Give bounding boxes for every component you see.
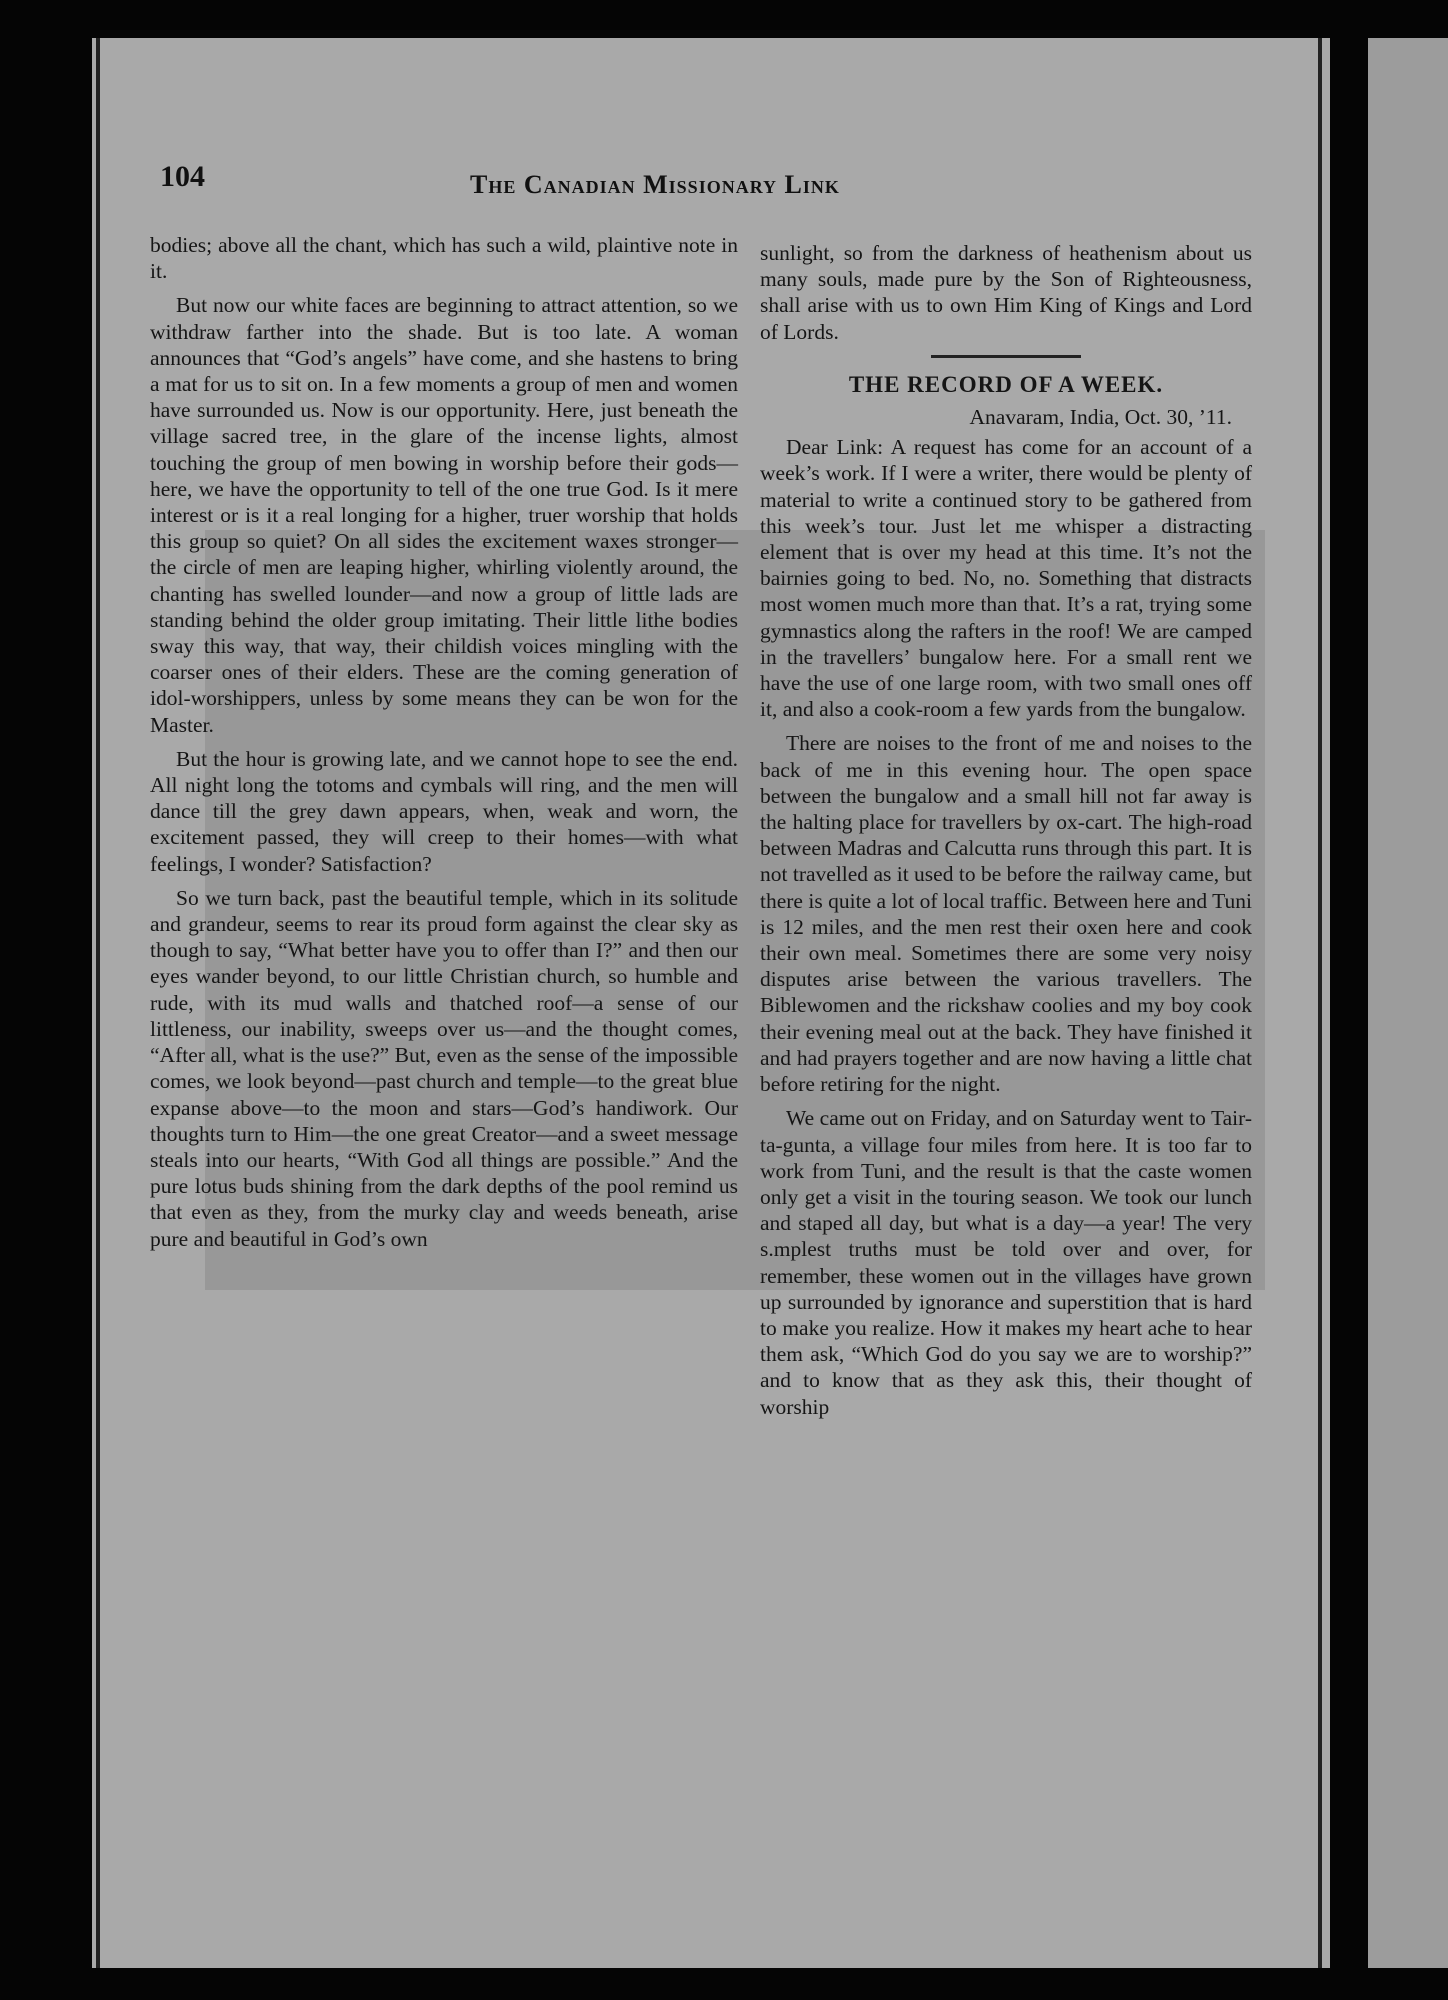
page-edge-line	[96, 38, 100, 1968]
paragraph: There are noises to the front of me and noises to the back of me in this evening hour. The open space between the bungalow and a small hill not far away is the halting place for travellers by ox-cart. The high-road between Madras and Calcutta runs through this part. It is not travelled as it used to be before the railway came, but there is quite a lot of local traffic. Between here and Tuni is 12 miles, and the men rest their oxen here and cook their own meal. Sometimes there are some very noisy disputes arise between the various travellers. The Biblewomen and the rickshaw coolies and my boy cook their evening meal out at the back. They have finished it and had prayers together and are now having a little chat before retiring for the night.	[760, 731, 1252, 1097]
running-title: The Canadian Missionary Link	[470, 170, 840, 199]
paragraph: We came out on Friday, and on Saturday went to Tair-ta-gunta, a village four miles from here. It is too far to work from Tuni, and the result is that the caste women only get a visit in the touring season. We took our lunch and staped all day, but what is a day—a year! The very s.mplest truths must be told over and over, for remember, these women out in the villages have grown up surrounded by ignorance and superstition that is hard to make you realize. How it makes my heart ache to hear them ask, “Which God do you say we are to worship?” and to know that as they ask this, their thought of worship	[760, 1106, 1252, 1419]
section-title: THE RECORD OF A WEEK.	[848, 371, 1164, 397]
paragraph: bodies; above all the chant, which has such a wild, plaintive note in it.	[150, 233, 738, 284]
dateline: Anavaram, India, Oct. 30, ’11.	[969, 405, 1232, 430]
paragraph: But the hour is growing late, and we cannot hope to see the end. All night long the totoms and cymbals will ring, and the men will dance till the grey dawn appears, when, weak and worn, the excitement passed, they will creep to their homes—with what feelings, I wonder? Satisfaction?	[150, 746, 738, 876]
adjacent-page-edge	[1368, 38, 1448, 1968]
left-column	[150, 232, 738, 1260]
paragraph: So we turn back, past the beautiful temple, which in its solitude and grandeur, seems to rear its proud form against the clear sky as though to say, “What better have you to offer than I?” and then our eyes wander beyond, to our little Christian church, so humble and rude, with its mud walls and thatched roof—a sense of our littleness, our inability, sweeps over us—and the thought comes, “After all, what is the use?” But, even as the sense of the impossible comes, we look beyond—past church and temple—to the great blue expanse above—to the moon and stars—God’s handiwork. Our thoughts turn to Him—the one great Creator—and a sweet message steals into our hearts, “With God all things are possible.” And the pure lotus buds shining from the dark depths of the pool remind us that even as they, from the murky clay and weeds beneath, arise pure and beautiful in God’s own	[150, 885, 738, 1251]
section-divider	[931, 355, 1081, 358]
right-column	[760, 240, 1252, 1428]
paragraph-continuation: sunlight, so from the darkness of heathenism about us many souls, made pure by the Son of Righteousness, shall arise with us to own Him King of Kings and Lord of Lords.	[760, 241, 1252, 344]
page-number: 104	[160, 160, 205, 193]
paragraph: Dear Link: A request has come for an account of a week’s work. If I were a writer, there would be plenty of material to write a continued story to be gathered from this week’s tour. Just let me whisper a distracting element that is over my head at this time. It’s not the bairnies going to bed. No, no. Something that distracts most women much more than that. It’s a rat, trying some gymnastics along the rafters in the roof! We are camped in the travellers’ bungalow here. For a small rent we have the use of one large room, with two small ones off it, and also a cook-room a few yards from the bungalow.	[760, 435, 1252, 722]
paragraph: But now our white faces are beginning to attract attention, so we withdraw farther into the shade. But is too late. A woman announces that “God’s angels” have come, and she hastens to bring a mat for us to sit on. In a few moments a group of men and women have surrounded us. Now is our opportunity. Here, just beneath the village sacred tree, in the glare of the incense lights, almost touching the group of men bowing in worship before their gods—here, we have the opportunity to tell of the one true God. Is it mere interest or is it a real longing for a higher, truer worship that holds this group so quiet? On all sides the excitement waxes stronger—the circle of men are leaping higher, whirling violently around, the chanting has swelled lounder—and now a group of little lads are standing behind the older group imitating. Their little lithe bodies sway this way, that way, their childish voices mingling with the coarser ones of their elders. These are the coming generation of idol-worshippers, unless by some means they can be won for the Master.	[150, 293, 738, 737]
page-edge-line	[1318, 38, 1322, 1968]
